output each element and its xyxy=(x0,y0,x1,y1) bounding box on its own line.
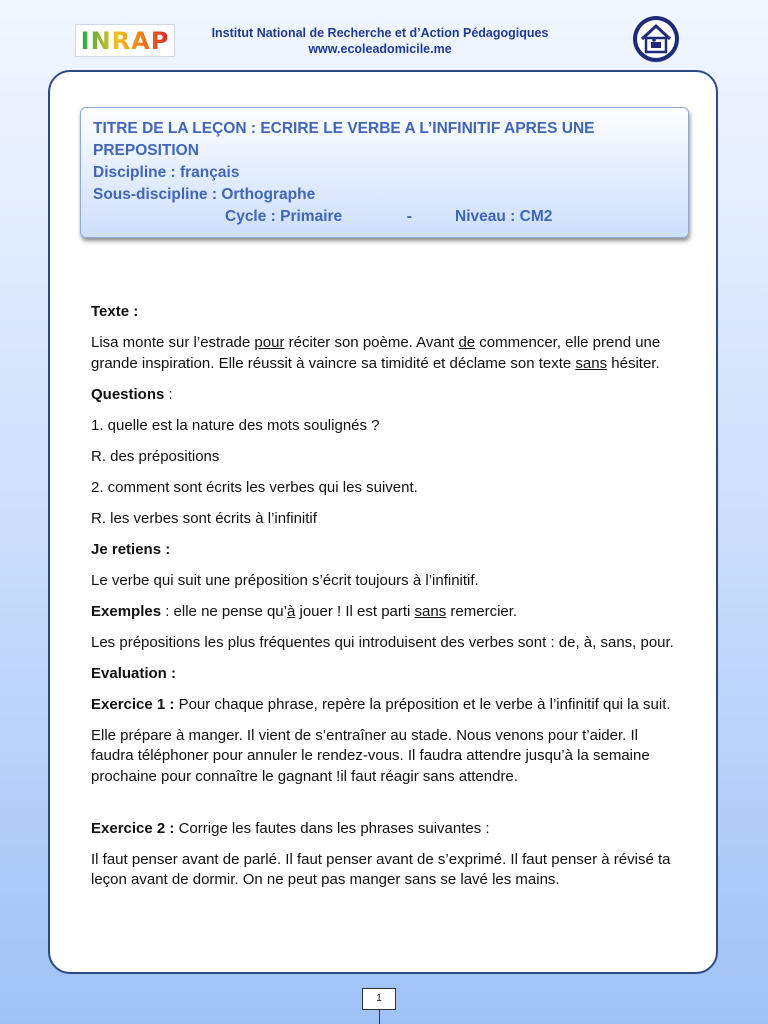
lesson-title-line1: TITRE DE LA LEÇON : ECRIRE LE VERBE A L’INFINITIF APRES UNE xyxy=(93,120,595,137)
question-2: 2. comment sont écrits les verbes qui les suivent. xyxy=(91,478,418,496)
exercise-1-instruction: Exercice 1 : Pour chaque phrase, repère la préposition et le verbe à l’infinitif qui la suit. xyxy=(91,695,671,713)
underlined-word: pour xyxy=(254,334,285,351)
rule-text: Le verbe qui suit une préposition s’écrit toujours à l’infinitif. xyxy=(91,571,479,589)
house-school-icon xyxy=(632,15,680,63)
je-retiens-heading: Je retiens : xyxy=(91,540,171,558)
inrap-logo-text: INRAP xyxy=(80,26,170,55)
exercise-1-text: Elle prépare à manger. Il vient de s’entraîner au stade. Nous venons pour t’aider. Il faudra téléphoner pour annuler le rendez-vous. Il faudra attendre jusqu’à la semaine prochaine pour connaître le gagnant !il faut réagir sans attendre. xyxy=(91,726,650,785)
separator: - xyxy=(406,208,412,225)
sous-discipline: Sous-discipline : Orthographe xyxy=(93,186,316,203)
page-header xyxy=(190,25,570,57)
inrap-logo xyxy=(75,24,175,57)
page-number: 1 xyxy=(362,988,396,1010)
frequent-prepositions: Les prépositions les plus fréquentes qui introduisent des verbes sont : de, à, sans, pour. xyxy=(91,633,674,651)
website-link[interactable]: www.ecoleadomicile.me xyxy=(308,42,452,56)
cycle: Cycle : Primaire xyxy=(225,208,343,225)
lesson-title-box xyxy=(80,107,689,238)
underlined-word: à xyxy=(286,602,296,620)
exercise-2-instruction: Exercice 2 : Corrige les fautes dans les phrases suivantes : xyxy=(91,819,490,837)
answer-2: R. les verbes sont écrits à l’infinitif xyxy=(91,509,317,527)
underlined-word: sans xyxy=(575,354,608,372)
questions-heading: Questions xyxy=(91,385,165,403)
texte-paragraph: Lisa monte sur l’estrade pour réciter son poème. Avant de commencer, elle prend une grande inspiration. Elle réussit à vaincre sa timidité et déclame son texte sans hésiter. xyxy=(91,334,661,372)
underlined-word: sans xyxy=(414,602,447,620)
texte-heading: Texte : xyxy=(91,303,139,320)
page-number-connector xyxy=(379,1010,380,1024)
niveau: Niveau : CM2 xyxy=(455,208,553,225)
lesson-title-line2: PREPOSITION xyxy=(93,142,199,159)
examples-line: Exemples : elle ne pense qu’à jouer ! Il est parti sans remercier. xyxy=(91,602,518,620)
exercise-2-text: Il faut penser avant de parlé. Il faut penser avant de s’exprimé. Il faut penser à révisé ta leçon avant de dormir. On ne peut pas manger sans se lavé les mains. xyxy=(91,850,671,888)
question-1: 1. quelle est la nature des mots soulignés ? xyxy=(91,416,380,434)
evaluation-heading: Evaluation : xyxy=(91,664,177,682)
discipline: Discipline : français xyxy=(93,164,240,181)
lesson-content: Texte : Lisa monte sur l’estrade pour réciter son poème. Avant de commencer, elle prend une grande inspiration. Elle réussit à vaincre sa timidité et déclame son texte sans hésiter. Questions : 1. quelle est la nature des mots soulignés ? R. des prépositions 2. comment sont écrits les verbes qui les suivent. R. les verbes sont écrits à l’infinitif Je retiens : Le verbe qui suit une préposition s’écrit toujours à l’infinitif. Exemples : elle ne pense qu’à jouer ! Il est parti sans remercier. Les prépositions les plus fréquentes qui introduisent des verbes sont : de, à, sans, pour. Evaluation : Exercice 1 : Pour chaque phrase, repère la préposition et le verbe à l’infinitif qui la suit. Elle prépare à manger. Il vient de s’entraîner au stade. Nous venons pour t’aider. Il faudra téléphoner pour annuler le rendez-vous. Il faudra attendre jusqu’à la semaine prochaine pour connaître le gagnant !il faut réagir sans attendre. Exercice 2 : Corrige les fautes dans les phrases suivantes : Il faut penser avant de parlé. Il faut penser avant de s’exprimé. Il faut penser à révisé ta leçon avant de dormir. On ne peut pas manger sans se lavé les mains. xyxy=(91,302,681,901)
institution-name: Institut National de Recherche et d’Action Pédagogiques xyxy=(211,26,549,40)
underlined-word: de xyxy=(458,334,476,351)
cycle-niveau-line xyxy=(93,206,676,228)
answer-1: R. des prépositions xyxy=(91,447,220,465)
